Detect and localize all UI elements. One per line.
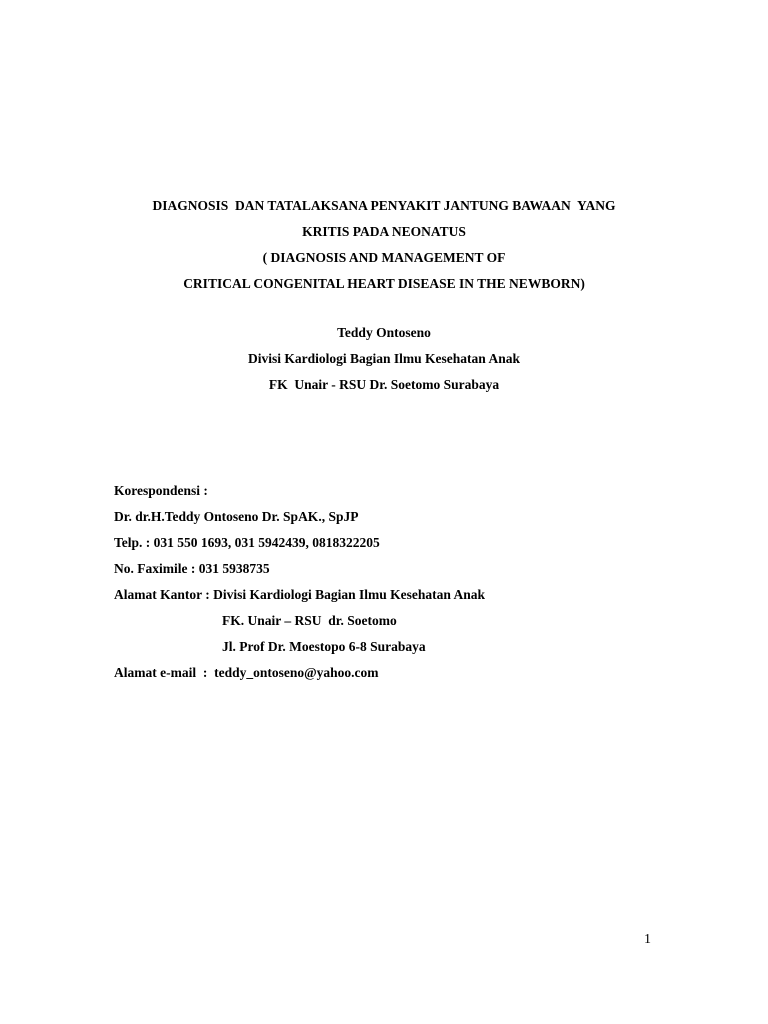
correspondence-phone: Telp. : 031 550 1693, 031 5942439, 0818322205 [114, 535, 380, 550]
correspondence-block [114, 478, 485, 686]
office-address-line-2: FK. Unair – RSU dr. Soetomo [222, 613, 397, 628]
title-line-2: KRITIS PADA NEONATUS [302, 224, 466, 239]
author-block [0, 320, 768, 398]
author-name: Teddy Ontoseno [337, 325, 431, 340]
author-institution: FK Unair - RSU Dr. Soetomo Surabaya [268, 377, 500, 392]
document-title [0, 193, 768, 297]
correspondence-email: Alamat e-mail : teddy_ontoseno@yahoo.com [114, 665, 379, 680]
author-division: Divisi Kardiologi Bagian Ilmu Kesehatan Anak [248, 351, 520, 366]
office-address-line-1: Alamat Kantor : Divisi Kardiologi Bagian Ilmu Kesehatan Anak [114, 587, 486, 602]
page-number: 1 [644, 932, 651, 947]
title-line-4: CRITICAL CONGENITAL HEART DISEASE IN THE NEWBORN) [183, 276, 585, 291]
title-line-3: ( DIAGNOSIS AND MANAGEMENT OF [262, 250, 506, 265]
correspondence-fax: No. Faximile : 031 5938735 [114, 561, 270, 576]
office-address-line-3: Jl. Prof Dr. Moestopo 6-8 Surabaya [222, 639, 426, 654]
correspondence-heading: Korespondensi : [114, 483, 208, 498]
title-line-1: DIAGNOSIS DAN TATALAKSANA PENYAKIT JANTUNG BAWAAN YANG [152, 198, 616, 213]
correspondence-name: Dr. dr.H.Teddy Ontoseno Dr. SpAK., SpJP [114, 509, 359, 524]
